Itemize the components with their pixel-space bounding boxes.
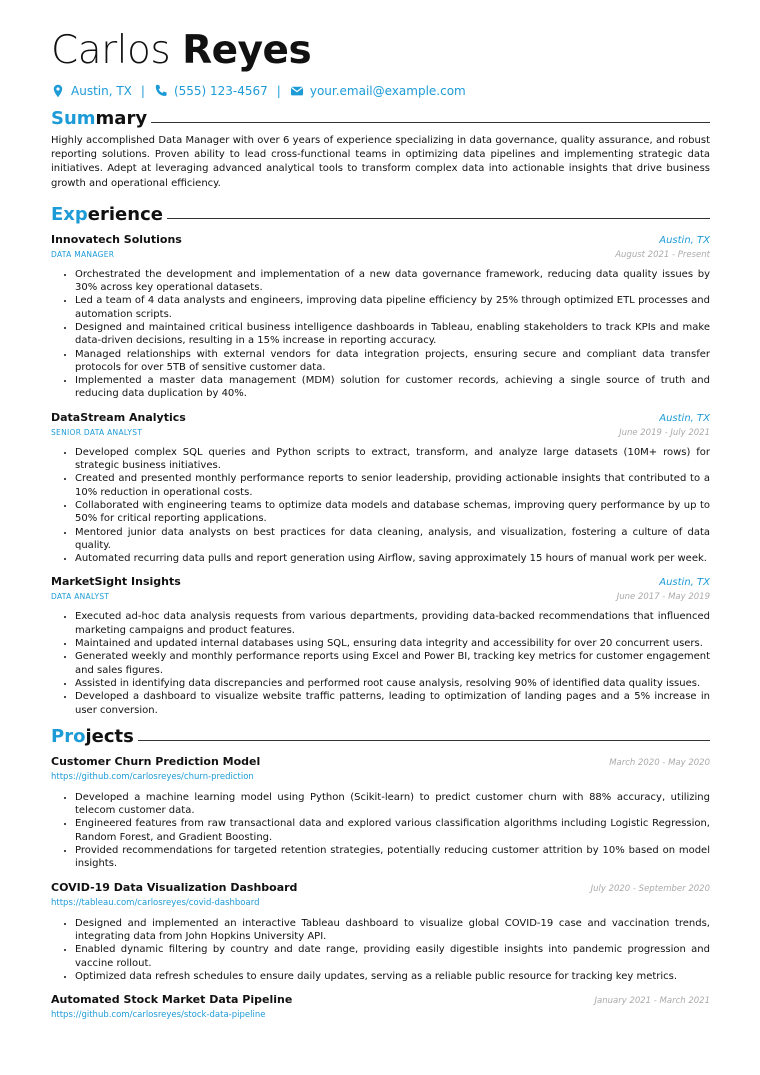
bullet-item: • Automated recurring data pulls and report generation using Airflow, saving approximately 15 hours of manual work per week. bbox=[75, 552, 710, 565]
project-dates: January 2021 - March 2021 bbox=[594, 996, 710, 1007]
bullet-item: • Orchestrated the development and implementation of a new data governance framework, reducing data quality issues by 30% across key operational datasets. bbox=[75, 268, 710, 295]
project-entry bbox=[51, 992, 710, 1022]
bullet-item: • Led a team of 4 data analysts and engineers, improving data pipeline efficiency by 25% through optimized ETL processes and automation scripts. bbox=[75, 294, 710, 321]
location-text: Austin, TX bbox=[71, 84, 132, 98]
bullet-item: • Enabled dynamic filtering by country and date range, providing easily digestible insights into pandemic progression and vaccine rollout. bbox=[75, 943, 710, 970]
bullet-item: • Designed and maintained critical business intelligence dashboards in Tableau, enabling stakeholders to track KPIs and make data-driven decisions, resulting in a 15% increase in reporting accuracy. bbox=[75, 321, 710, 348]
bullet-item: • Developed a dashboard to visualize website traffic patterns, leading to optimization of landing pages and a 5% increase in user conversion. bbox=[75, 690, 710, 717]
contact-phone[interactable] bbox=[154, 84, 268, 98]
summary-heading bbox=[51, 106, 710, 131]
job-bullets bbox=[51, 446, 710, 566]
job-location: Austin, TX bbox=[659, 412, 710, 424]
job-title: DATA ANALYST bbox=[51, 592, 110, 602]
project-bullets bbox=[51, 917, 710, 983]
bullet-item: • Provided recommendations for targeted retention strategies, potentially reducing customer attrition by 10% based on model insights. bbox=[75, 844, 710, 871]
bullet-item: • Implemented a master data management (MDM) solution for customer records, achieving a single source of truth and reducing data duplication by 40%. bbox=[75, 374, 710, 401]
job-entry bbox=[51, 574, 710, 716]
contact-separator: | bbox=[140, 84, 145, 98]
job-location: Austin, TX bbox=[659, 577, 710, 589]
job-location: Austin, TX bbox=[659, 234, 710, 246]
phone-icon bbox=[154, 84, 168, 98]
job-dates: June 2017 - May 2019 bbox=[616, 592, 710, 603]
project-dates: March 2020 - May 2020 bbox=[609, 757, 710, 768]
section-rule bbox=[167, 218, 710, 219]
bullet-item: • Developed a machine learning model using Python (Scikit-learn) to predict customer churn with 88% accuracy, utilizing telecom customer data. bbox=[75, 791, 710, 818]
bullet-item: • Created and presented monthly performance reports to senior leadership, providing actionable insights that contributed to a 10% reduction in operational costs. bbox=[75, 472, 710, 499]
section-rule bbox=[138, 740, 710, 741]
bullet-item: • Designed and implemented an interactive Tableau dashboard to visualize global COVID-19 case and vaccination trends, integrating data from John Hopkins University API. bbox=[75, 917, 710, 944]
first-name: Carlos bbox=[51, 28, 171, 73]
company-name: MarketSight Insights bbox=[51, 575, 181, 589]
company-name: DataStream Analytics bbox=[51, 410, 186, 424]
bullet-item: • Developed complex SQL queries and Python scripts to extract, transform, and analyze large datasets (10M+ rows) for strategic business initiatives. bbox=[75, 446, 710, 473]
company-name: Innovatech Solutions bbox=[51, 232, 182, 246]
email-text: your.email@example.com bbox=[309, 84, 466, 98]
project-name: Automated Stock Market Data Pipeline bbox=[51, 993, 293, 1007]
bullet-item: • Optimized data refresh schedules to ensure daily updates, serving as a reliable public resource for tracking key metrics. bbox=[75, 970, 710, 983]
job-bullets bbox=[51, 610, 710, 716]
bullet-item: • Maintained and updated internal databases using SQL, ensuring data integrity and accessibility for over 20 concurrent users. bbox=[75, 637, 710, 650]
bullet-item: • Executed ad-hoc data analysis requests from various departments, providing data-backed recommendations that influenced marketing campaigns and product features. bbox=[75, 610, 710, 637]
project-bullets bbox=[51, 791, 710, 871]
contact-email[interactable] bbox=[290, 84, 466, 98]
project-link[interactable]: https://tableau.com/carlosreyes/covid-dashboard bbox=[51, 897, 260, 908]
experience-heading bbox=[51, 202, 710, 227]
section-title: Experience bbox=[51, 203, 163, 225]
job-title: SENIOR DATA ANALYST bbox=[51, 427, 143, 437]
summary-text: Highly accomplished Data Manager with over 6 years of experience specializing in data governance, quality assurance, and robust reporting solutions. Proven ability to lead cross-functional teams in optimizing data pipelines and implementing strategic data initiatives. Adept at leveraging advanced analytical tools to transform complex data into actionable insights that drive business growth and operational efficiency. bbox=[51, 135, 710, 189]
bullet-item: • Assisted in identifying data discrepancies and performed root cause analysis, resolving 90% of identified data quality issues. bbox=[75, 677, 710, 690]
section-rule bbox=[151, 122, 710, 123]
project-link[interactable]: https://github.com/carlosreyes/churn-prediction bbox=[51, 771, 254, 782]
projects-heading bbox=[51, 724, 710, 749]
contact-bar bbox=[51, 80, 710, 102]
bullet-item: • Generated weekly and monthly performance reports using Excel and Power BI, tracking key metrics for customer engagement and sales figures. bbox=[75, 650, 710, 677]
envelope-icon bbox=[290, 84, 304, 98]
job-title: DATA MANAGER bbox=[51, 249, 115, 259]
map-marker-icon bbox=[51, 84, 65, 98]
job-entry bbox=[51, 232, 710, 401]
job-dates: June 2019 - July 2021 bbox=[619, 427, 710, 438]
section-title: Projects bbox=[51, 725, 134, 747]
bullet-item: • Mentored junior data analysts on best practices for data cleaning, analysis, and visualization, fostering a culture of data quality. bbox=[75, 526, 710, 553]
project-dates: July 2020 - September 2020 bbox=[590, 883, 710, 894]
project-name: Customer Churn Prediction Model bbox=[51, 754, 261, 768]
project-link[interactable]: https://github.com/carlosreyes/stock-data-pipeline bbox=[51, 1010, 266, 1021]
contact-location bbox=[51, 84, 132, 98]
job-dates: August 2021 - Present bbox=[615, 249, 710, 260]
contact-separator: | bbox=[276, 84, 281, 98]
bullet-item: • Engineered features from raw transactional data and explored various classification algorithms including Logistic Regression, Random Forest, and Gradient Boosting. bbox=[75, 817, 710, 844]
candidate-name bbox=[51, 26, 710, 76]
project-name: COVID-19 Data Visualization Dashboard bbox=[51, 880, 298, 894]
job-bullets bbox=[51, 268, 710, 401]
project-entry bbox=[51, 880, 710, 983]
section-title: Summary bbox=[51, 108, 148, 129]
bullet-item: • Managed relationships with external vendors for data integration projects, ensuring secure and compliant data transfer protocols for over 5TB of sensitive customer data. bbox=[75, 348, 710, 375]
bullet-item: • Collaborated with engineering teams to optimize data models and database schemas, improving query performance by up to 50% for critical reporting applications. bbox=[75, 499, 710, 526]
last-name: Reyes bbox=[182, 28, 312, 73]
project-entry bbox=[51, 754, 710, 871]
phone-text: (555) 123-4567 bbox=[173, 84, 268, 98]
job-entry bbox=[51, 410, 710, 566]
resume-page bbox=[51, 26, 710, 1022]
